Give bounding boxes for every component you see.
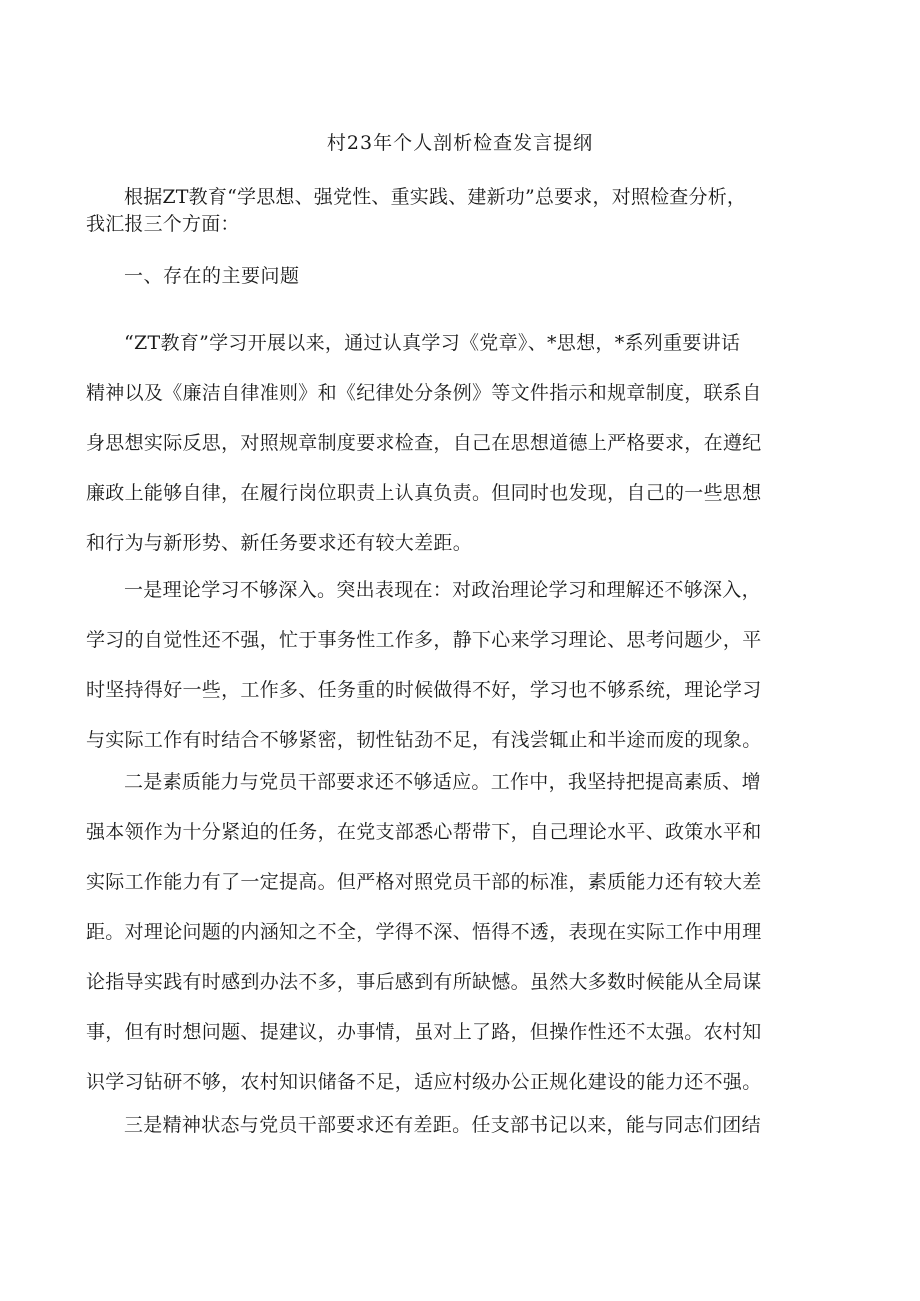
paragraph-line: “ZT教育”学习开展以来，通过认真学习《党章》、*思想，*系列重要讲话 — [124, 332, 741, 354]
paragraph-line: 一是理论学习不够深入。突出表现在：对政治理论学习和理解还不够深入， — [124, 579, 761, 601]
paragraph-overview — [86, 318, 856, 568]
paragraph-line: 廉政上能够自律，在履行岗位职责上认真负责。但同时也发现，自己的一些思想 — [86, 482, 762, 504]
paragraph-line: 距。对理论问题的内涵知之不全，学得不深、悟得不透，表现在实际工作中用理 — [86, 921, 762, 943]
paragraph-line: 三是精神状态与党员干部要求还有差距。任支部书记以来，能与同志们团结 — [124, 1114, 761, 1136]
document-title: 村23年个人剖析检查发言提纲 — [326, 132, 594, 154]
paragraph-line: 与实际工作有时结合不够紧密，韧性钻劲不足，有浅尝辄止和半途而废的现象。 — [86, 729, 762, 751]
paragraph-line: 事，但有时想问题、提建议，办事情，虽对上了路，但操作性还不太强。农村知 — [86, 1021, 762, 1043]
paragraph-quality-ability — [86, 757, 856, 1107]
section-heading: 一、存在的主要问题 — [124, 265, 300, 287]
paragraph-line: 身思想实际反思，对照规章制度要求检查，自己在思想道德上严格要求，在遵纪 — [86, 432, 762, 454]
paragraph-line: 识学习钻研不够，农村知识储备不足，适应村级办公正规化建设的能力还不强。 — [86, 1071, 762, 1093]
intro-line: 根据ZT教育“学思想、强党性、重实践、建新功”总要求，对照检查分析， — [124, 186, 747, 208]
paragraph-line: 强本领作为十分紧迫的任务，在党支部悉心帮带下，自己理论水平、政策水平和 — [86, 821, 762, 843]
intro-paragraph — [86, 184, 848, 238]
paragraph-theory-study — [86, 565, 856, 765]
paragraph-line: 和行为与新形势、新任务要求还有较大差距。 — [86, 532, 473, 554]
paragraph-line: 时坚持得好一些，工作多、任务重的时候做得不好，学习也不够系统，理论学习 — [86, 679, 762, 701]
paragraph-spirit-state — [86, 1100, 856, 1150]
paragraph-line: 论指导实践有时感到办法不多，事后感到有所缺憾。虽然大多数时候能从全局谋 — [86, 971, 762, 993]
paragraph-line: 二是素质能力与党员干部要求还不够适应。工作中，我坚持把提高素质、增 — [124, 771, 761, 793]
intro-line: 我汇报三个方面： — [86, 213, 240, 235]
paragraph-line: 实际工作能力有了一定提高。但严格对照党员干部的标准，素质能力还有较大差 — [86, 871, 762, 893]
paragraph-line: 精神以及《廉洁自律准则》和《纪律处分条例》等文件指示和规章制度，联系自 — [86, 382, 762, 404]
paragraph-line: 学习的自觉性还不强，忙于事务性工作多，静下心来学习理论、思考问题少，平 — [86, 629, 762, 651]
